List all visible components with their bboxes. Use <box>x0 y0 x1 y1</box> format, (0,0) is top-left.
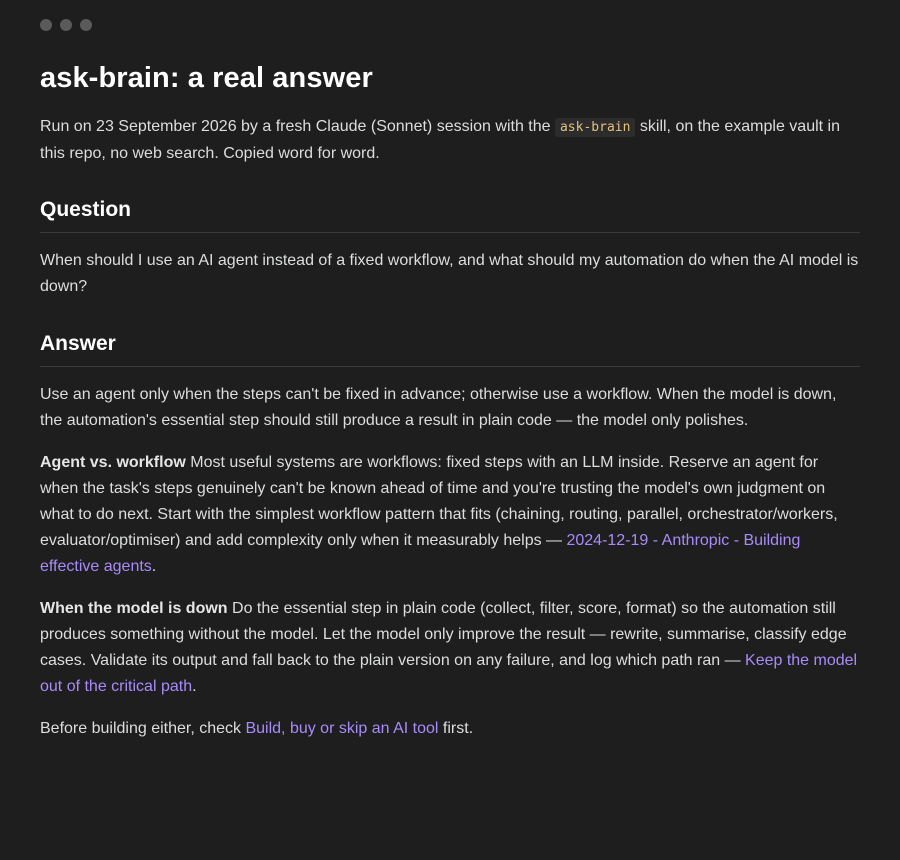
intro-text-before: Run on 23 September 2026 by a fresh Claude (Sonnet) session with the <box>40 118 555 135</box>
window-controls <box>40 19 92 31</box>
building-effective-agents-link[interactable]: 2024-12-19 - Anthropic - Building effective agents <box>40 532 801 575</box>
question-text: When should I use an AI agent instead of a fixed workflow, and what should my automation do when the AI model is down? <box>40 252 859 295</box>
page-title: ask-brain: a real answer <box>40 62 373 94</box>
close-window-button[interactable] <box>40 19 52 31</box>
question-heading: Question <box>40 195 860 233</box>
before-building-paragraph <box>40 716 860 742</box>
agent-vs-workflow-end: . <box>151 558 157 575</box>
model-down-text: Do the essential step in plain code (collect, filter, score, format) so the automation still produces something without the model. Let the model only improve the result — rewrite, summarise, classify edge cases. Validate its output and fall back to the plain version on any failure, and log which path ran — <box>40 600 847 669</box>
minimize-window-button[interactable] <box>60 19 72 31</box>
critical-path-link[interactable]: Keep the model out of the critical path <box>40 652 858 695</box>
model-down-label: When the model is down <box>40 600 228 617</box>
model-down-end: . <box>192 678 197 695</box>
intro-paragraph <box>40 114 860 167</box>
before-building-text: Before building either, check <box>40 720 246 737</box>
zoom-window-button[interactable] <box>80 19 92 31</box>
skill-name-code: ask-brain <box>555 118 635 137</box>
agent-vs-workflow-text: Most useful systems are workflows: fixed steps with an LLM inside. Reserve an agent for when the task's steps genuinely can't be known ahead of time and you're trusting the model's own judgment on what to do next. Start with the simplest workflow pattern that fits (chaining, routing, parallel, orchestrator/workers, evaluator/optimiser) and add complexity only when it measurably helps — <box>40 454 838 549</box>
build-buy-skip-link[interactable]: Build, buy or skip an AI tool <box>245 720 439 737</box>
agent-vs-workflow-paragraph <box>40 450 860 580</box>
answer-heading: Answer <box>40 329 860 367</box>
agent-vs-workflow-label: Agent vs. workflow <box>40 454 186 471</box>
before-building-after: first. <box>438 720 474 737</box>
intro-text-after: skill, on the example vault in this repo, no web search. Copied word for word. <box>40 118 840 162</box>
model-down-paragraph <box>40 596 860 700</box>
answer-summary: Use an agent only when the steps can't be fixed in advance; otherwise use a workflow. When the model is down, the automation's essential step should still produce a result in plain code — the model only polishes. <box>40 386 837 429</box>
